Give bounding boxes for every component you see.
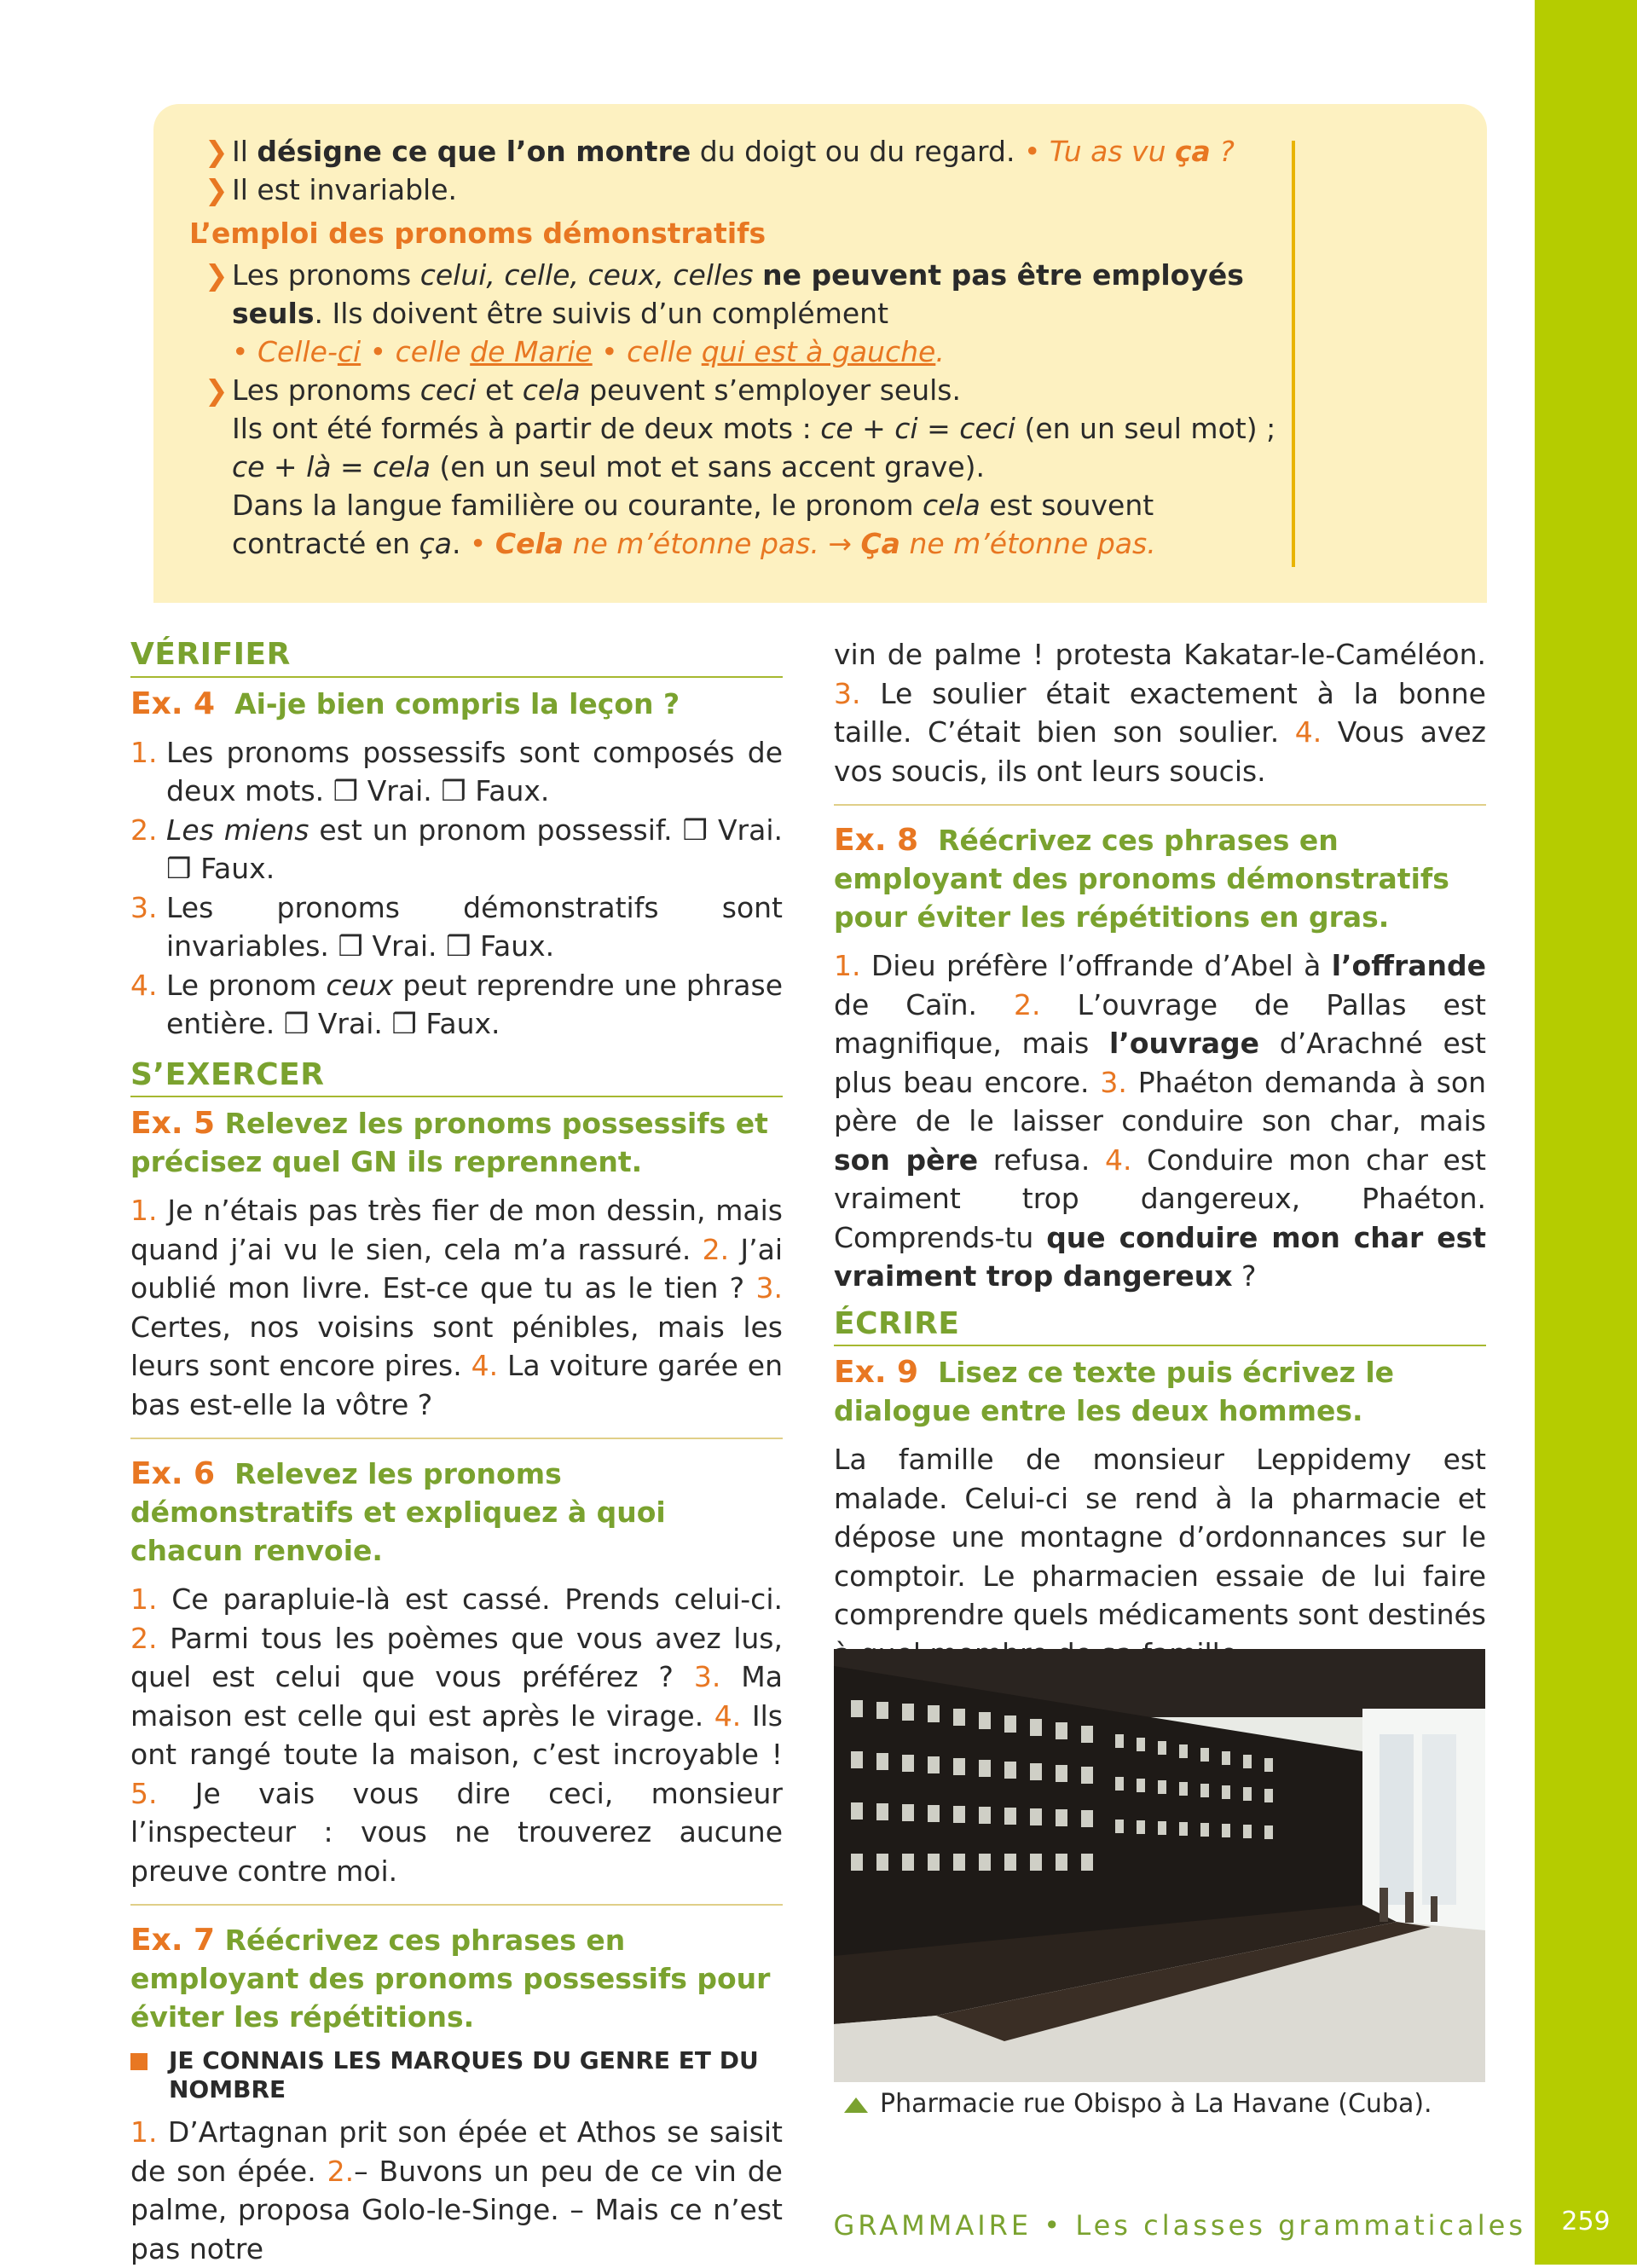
ex9-text: La famille de monsieur Leppidemy est malade. Celui-ci se rend à la pharmacie et dépose une montagne d’ordonnances sur le comptoir. Le pharmacien essaie de lui faire comprendre quels médicaments sont destinés bbox=[834, 1443, 1486, 1631]
ex8-title: Ex. 8 Réécrivez ces phrases en employant des pronoms démonstratifs pour éviter les répétitions en gras. bbox=[834, 823, 1449, 934]
ex4-item-1: 1. Les pronoms possessifs sont composés de deux mots. ❒ Vrai. ❒ Faux. bbox=[130, 735, 783, 807]
bullet-1: ❯ Il désigne ce que l’on montre du doigt ou du regard. • Tu as vu ça ? bbox=[189, 132, 1289, 171]
footer-running-title: GRAMMAIRE • Les classes grammaticales bbox=[833, 2209, 1526, 2242]
ex5-text: 1. Je n’étais pas très fier de mon dessin, mais quand j’ai vu le sien, cela m’a rassuré. 2. J’ai oublié mon livre. Est-ce que tu as le tien ? 3. Certes, nos voisins sont pénibles, mais les leurs sont encore pires. 4. La voiture garée en bas est-elle la vôtre ? bbox=[130, 1194, 783, 1421]
triangle-icon bbox=[844, 2097, 868, 2113]
ex4-item-2: 2. Les miens est un pronom possessif. ❒ Vrai. ❒ Faux. bbox=[130, 813, 783, 885]
ex4-item-3: 3. Les pronoms démonstratifs sont invariables. ❒ Vrai. ❒ Faux. bbox=[130, 890, 783, 963]
page-number: 259 bbox=[1561, 2207, 1611, 2236]
ex7-text: 1. D’Artagnan prit son épée et Athos se saisit de son épée. 2.– Buvons un peu de ce vin de palme, proposa Golo-le-Singe. – Mais ce n’est pas notre bbox=[130, 2115, 783, 2265]
ex8-text: 1. Dieu préfère l’offrande d’Abel à l’offrande de Caïn. 2. L’ouvrage de Pallas est magnifique, mais l’ouvrage d’Arachné est plus beau encore. 3. Phaéton demanda à son père de le laisser conduire son char, mais son père refusa. 4. Conduire mon char est vraiment trop dangereux, Phaéton. Comprends-tu que conduire mon char est vraiment trop dangereux ? bbox=[834, 949, 1486, 1293]
separator bbox=[130, 1904, 783, 1906]
ex4-item-4: 4. Le pronom ceux peut reprendre une phrase entière. ❒ Vrai. ❒ Faux. bbox=[130, 968, 783, 1040]
section-ecrire: ÉCRIRE bbox=[834, 1305, 1486, 1347]
ex6-text: 1. Ce parapluie-là est cassé. Prends celui-ci. 2. Parmi tous les poèmes que vous avez lus, quel est celui que vous préférez ? 3. Ma maison est celle qui est après le virage. 4. Ils ont rangé toute la maison, c’est incroyable ! 5. Je vais vous dire ceci, monsieur l’inspecteur : vous ne trouverez aucune preuve contre moi. bbox=[130, 1582, 783, 1888]
ex5-title: Ex. 5 Relevez les pronoms possessifs et précisez quel GN ils reprennent. bbox=[130, 1106, 768, 1178]
bullet-2: ❯ Il est invariable. bbox=[189, 171, 1289, 209]
ex4-title: Ex. 4 Ai-je bien compris la leçon ? bbox=[130, 686, 680, 721]
photo-caption: Pharmacie rue Obispo à La Havane (Cuba). bbox=[844, 2086, 1432, 2123]
right-column bbox=[834, 635, 1486, 1673]
lesson-box-text bbox=[189, 132, 1289, 563]
section-verifier: VÉRIFIER bbox=[130, 635, 783, 678]
left-column bbox=[130, 635, 783, 2268]
lesson-box-rule bbox=[1292, 141, 1295, 567]
chevron-icon: ❯ bbox=[205, 373, 228, 407]
ex6-title: Ex. 6 Relevez les pronoms démonstratifs et expliquez à quoi chacun renvoie. bbox=[130, 1456, 666, 1567]
skill-tag: JE CONNAIS LES MARQUES DU GENRE ET DU NOMBRE bbox=[130, 2046, 783, 2104]
lesson-heading: L’emploi des pronoms démonstratifs bbox=[189, 217, 766, 250]
ex9-title: Ex. 9 Lisez ce texte puis écrivez le dialogue entre les deux hommes. bbox=[834, 1355, 1395, 1427]
side-band bbox=[1535, 0, 1637, 2265]
separator bbox=[834, 804, 1486, 806]
chevron-icon: ❯ bbox=[205, 258, 228, 292]
section-exercer: S’EXERCER bbox=[130, 1056, 783, 1098]
ex7-title: Ex. 7 Réécrivez ces phrases en employant des pronoms possessifs pour éviter les répétitions. bbox=[130, 1923, 771, 2034]
separator bbox=[130, 1438, 783, 1439]
chevron-icon: ❯ bbox=[205, 173, 228, 206]
ex7-continued: vin de palme ! protesta Kakatar-le-Caméléon. 3. Le soulier était exactement à la bonne taille. C’était bien son soulier. 4. Vous avez vos soucis, ils ont leurs soucis. bbox=[834, 638, 1486, 788]
bullet-4: ❯ Les pronoms ceci et cela peuvent s’employer seuls. Ils ont été formés à partir de deux mots : ce + ci = ceci (en un seul mot) ; ce + là = cela (en un seul mot et sans accent grave). Dans la langue familière ou courante, le pronom cela est souvent contracté en ça. • Cela ne m’étonne pas. → Ça ne m’étonne pas. bbox=[189, 371, 1289, 563]
chevron-icon: ❯ bbox=[205, 135, 228, 168]
pharmacy-photo bbox=[834, 1649, 1485, 2082]
bullet-3: ❯ Les pronoms celui, celle, ceux, celles ne peuvent pas être employés seuls. Ils doivent être suivis d’un complément • Celle-ci • celle de Marie • celle qui est à gauche. bbox=[189, 256, 1289, 371]
square-icon bbox=[130, 2053, 148, 2070]
